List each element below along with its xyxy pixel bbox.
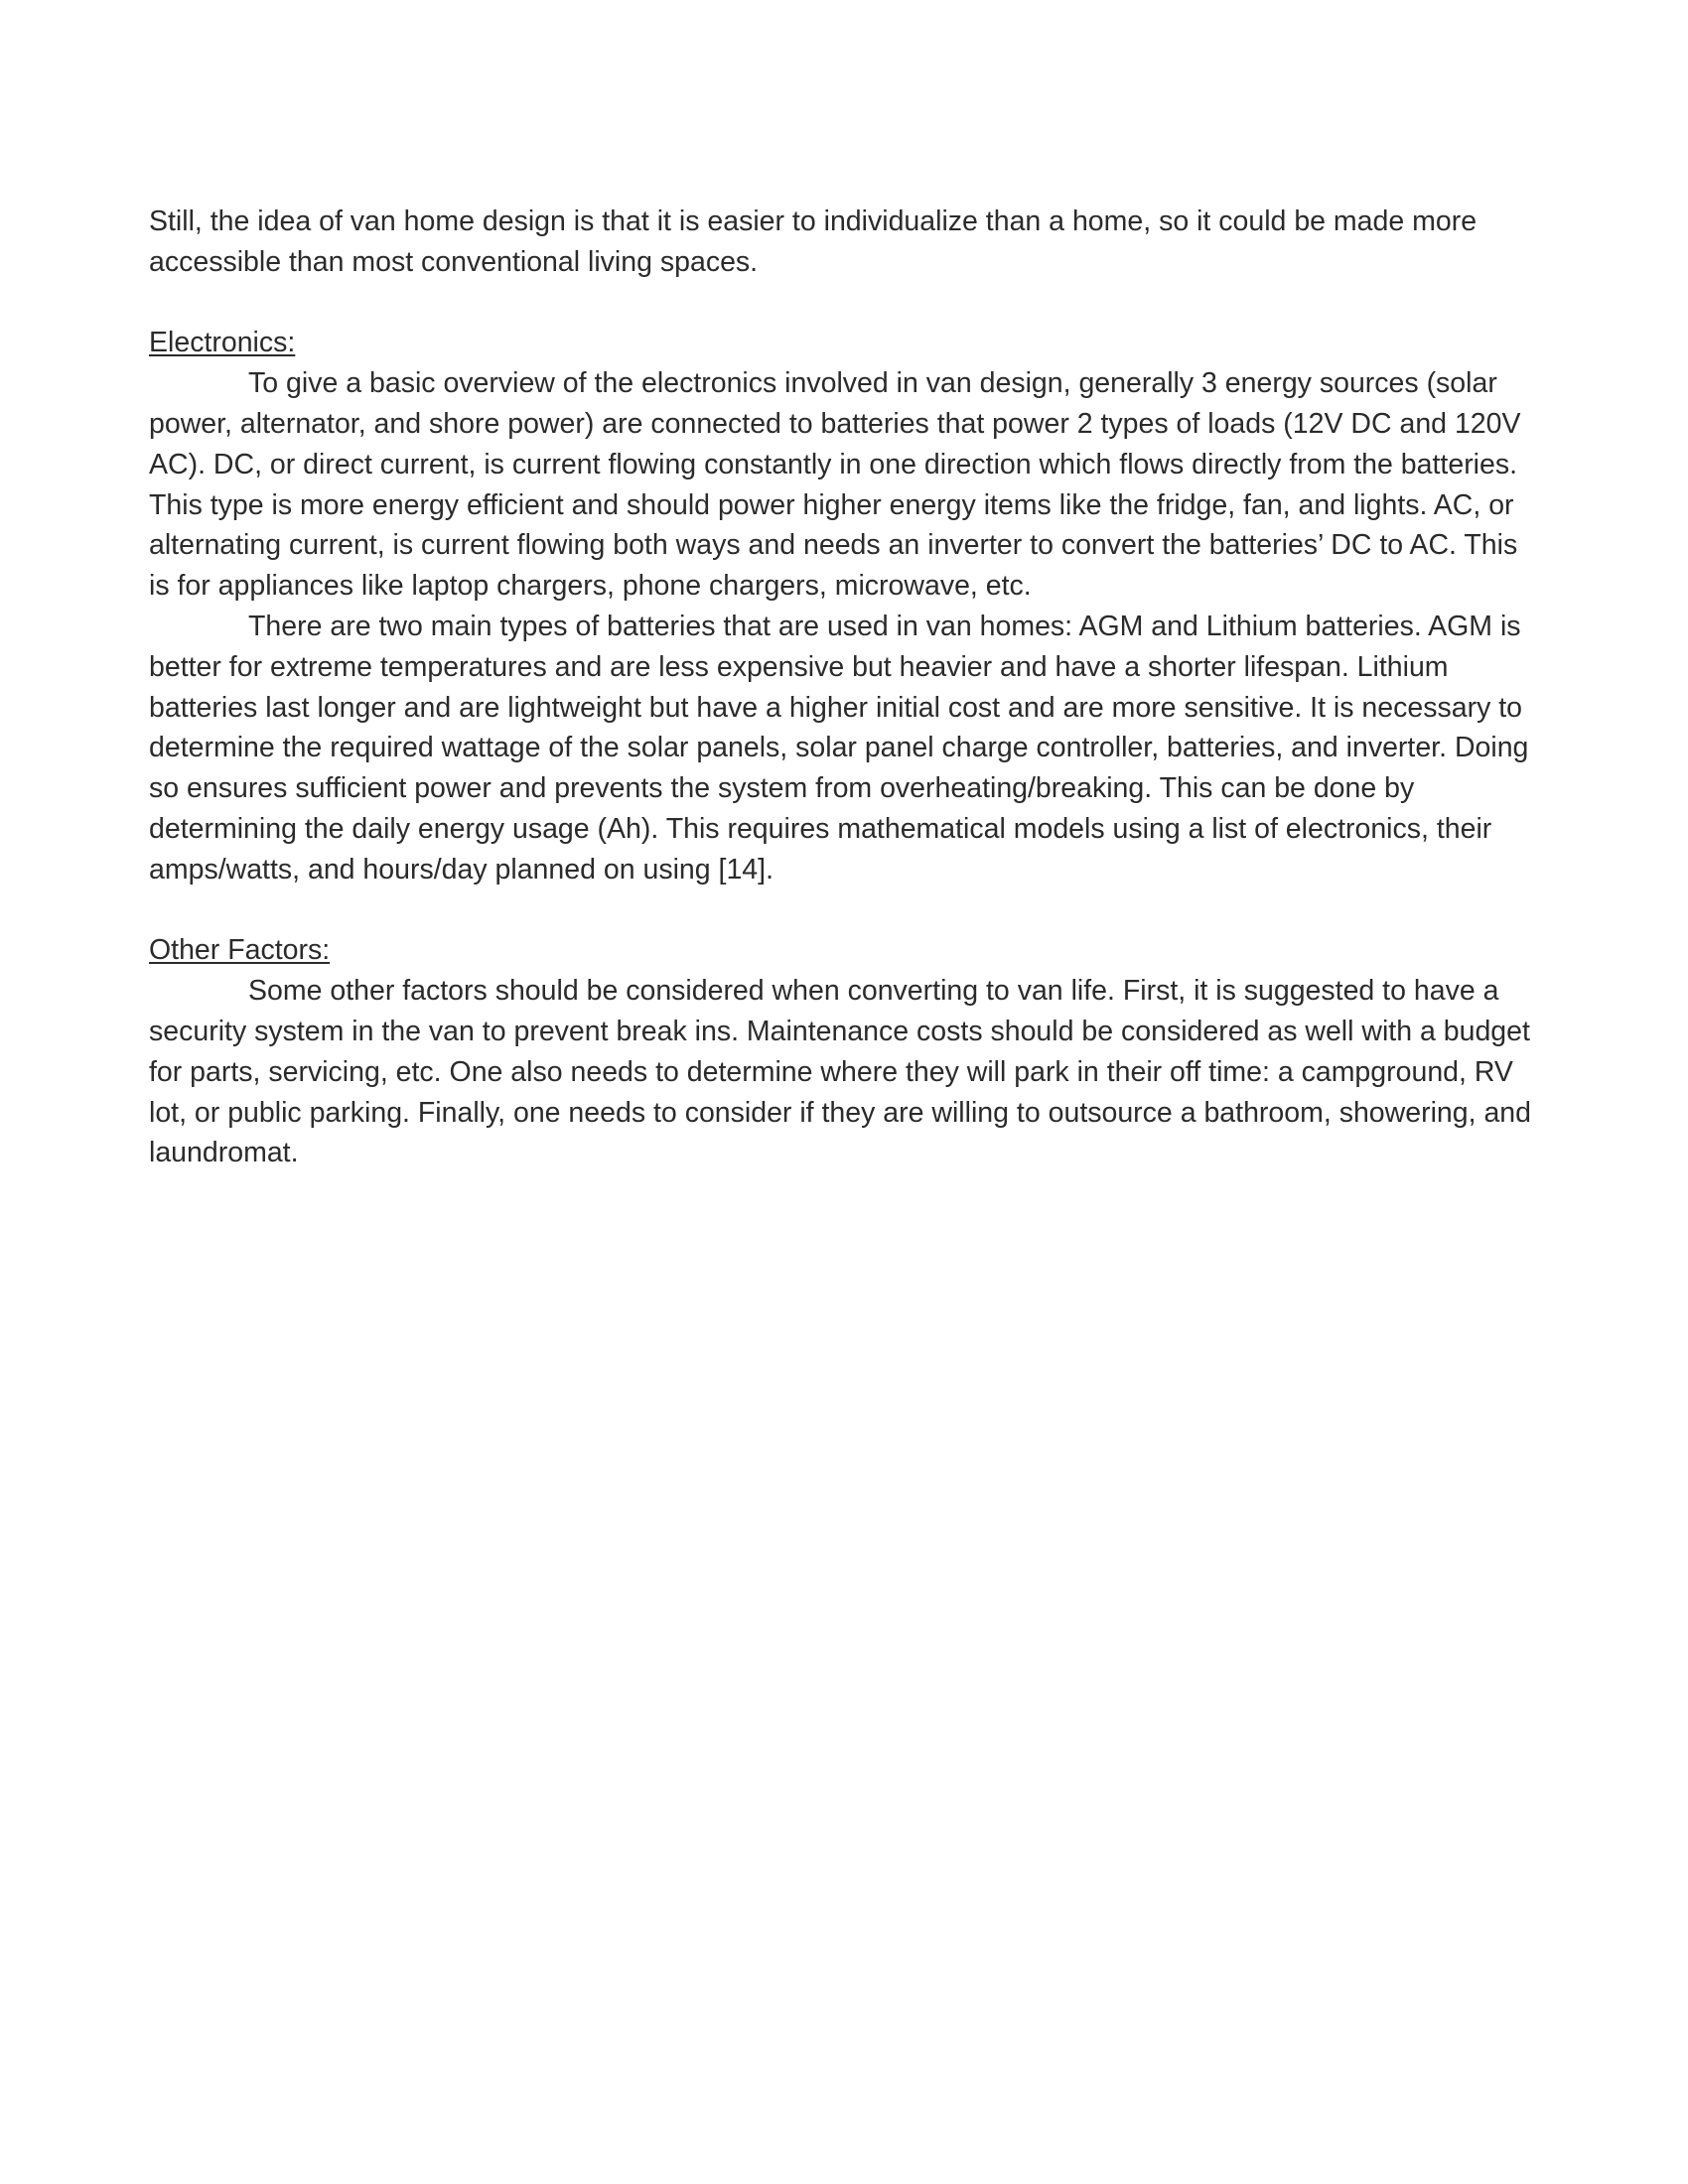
document-body — [149, 202, 1539, 1173]
electronics-paragraph-1: To give a basic overview of the electronics involved in van design, generally 3 energy sources (solar power, alternator, and shore power) are connected to batteries that power 2 types of loads (12V DC and 120V AC). DC, or direct current, is current flowing constantly in one direction which flows directly from the batteries. This type is more energy efficient and should power higher energy items like the fridge, fan, and lights. AC, or alternating current, is current flowing both ways and needs an inverter to convert the batteries’ DC to AC. This is for appliances like laptop chargers, phone chargers, microwave, etc. — [149, 367, 1521, 603]
other-factors-heading: Other Factors: — [149, 934, 331, 967]
spacer — [149, 890, 1539, 931]
intro-paragraph: Still, the idea of van home design is that it is easier to individualize than a home, so it could be made more accessible than most conventional living spaces. — [149, 205, 1477, 278]
electronics-heading: Electronics: — [149, 327, 296, 359]
electronics-paragraph-2: There are two main types of batteries that are used in van homes: AGM and Lithium batteries. AGM is better for extreme temperatures and are less expensive but heavier and have a shorter lifespan. Lithium batteries last longer and are lightweight but have a higher initial cost and are more sensitive. It is necessary to determine the required wattage of the solar panels, solar panel charge controller, batteries, and inverter. Doing so ensures sufficient power and prevents the system from overheating/breaking. This can be done by determining the daily energy usage (Ah). This requires mathematical models using a list of electronics, their amps/watts, and hours/day planned on using [14]. — [149, 610, 1529, 886]
other-factors-paragraph-1: Some other factors should be considered when converting to van life. First, it is suggested to have a security system in the van to prevent break ins. Maintenance costs should be considered as well with a budget for parts, servicing, etc. One also needs to determine where they will park in their off time: a campground, RV lot, or public parking. Finally, one needs to consider if they are willing to outsource a bathroom, showering, and laundromat. — [149, 975, 1531, 1169]
spacer — [149, 283, 1539, 324]
